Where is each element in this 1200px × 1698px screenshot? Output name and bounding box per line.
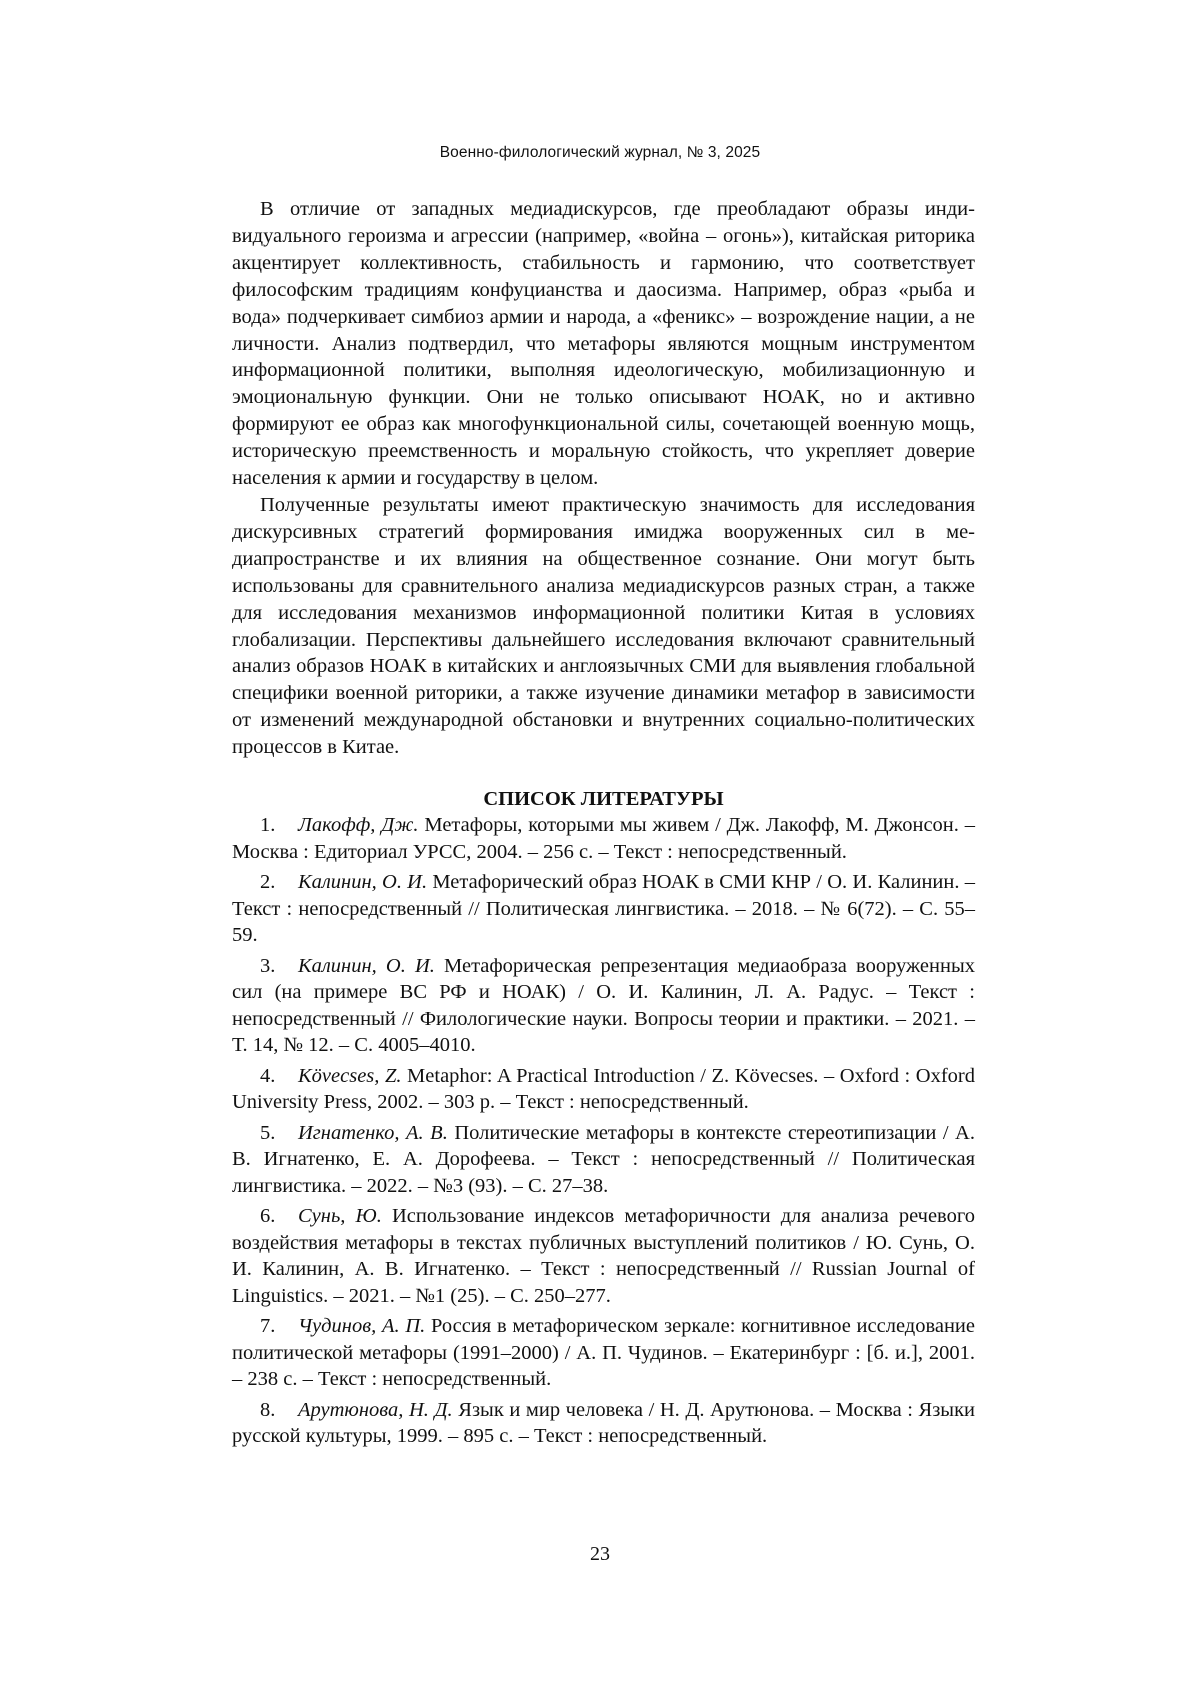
article-body <box>232 196 975 1454</box>
reference-author: Лакофф, Дж. <box>298 814 419 837</box>
reference-number: 3. <box>260 954 276 977</box>
reference-author: Калинин, О. И. <box>298 954 435 977</box>
reference-text: Метафорический образ НОАК в СМИ КНР / О. И. Калинин. – Текст : непосредственный // Политическая лингвистика. – 2018. – № 6(72). – С. 55–59. <box>232 871 975 947</box>
reference-author: Калинин, О. И. <box>298 871 428 894</box>
reference-author: Игнатенко, А. В. <box>298 1121 448 1144</box>
reference-item <box>232 953 975 1059</box>
body-paragraph: Полученные результаты имеют практическую значимость для исследования дискурсивных стратегий формирования имиджа вооруженных сил в медиапространстве и их влияния на общественное сознание. Они могут быть использованы для сравнительного анализа медиадискурсов разных стран, а также для исследования механизмов информационной политики Китая в условиях глобализации. Перспективы дальнейшего исследования включают сравнительный анализ образов НОАК в китайских и англоязычных СМИ для выявления глобальной специфики военной риторики, а также изучение динамики метафор в зависимости от изменений международной обстановки и внутренних социально-политических процессов в Китае. <box>232 493 975 759</box>
body-paragraph: В отличие от западных медиадискурсов, где преобладают образы индивидуального героизма и агрессии (например, «война – огонь»), китайская риторика акцентирует коллективность, стабильность и гармонию, что соответствует философским традициям конфуцианства и даосизма. Например, образ «рыба и вода» подчеркивает симбиоз армии и народа, а «феникс» – возрождение нации, а не личности. Анализ подтвердил, что метафоры являются мощным инструментом информационной политики, выполняя идеологическую, мобилизационную и эмоциональную функции. Они не только описывают НОАК, но и активно формируют ее образ как многофункциональной силы, сочетающей военную мощь, историческую преемственность и моральную стойкость, что укрепляет доверие населения к армии и государству в целом. <box>232 198 975 490</box>
reference-item <box>232 1063 975 1116</box>
reference-number: 2. <box>260 871 276 894</box>
reference-item <box>232 869 975 949</box>
reference-item <box>232 812 975 865</box>
reference-item <box>232 1203 975 1309</box>
reference-author: Сунь, Ю. <box>298 1205 382 1228</box>
reference-text: Политические метафоры в контексте стереотипизации / А. В. Игнатенко, Е. А. Дорофеева. – Текст : непосредственный // Политическая лингвистика. – 2022. – №3 (93). – С. 27–38. <box>232 1121 975 1197</box>
references-list <box>232 812 975 1450</box>
reference-author: Арутюнова, Н. Д. <box>298 1398 453 1421</box>
reference-text: Россия в метафорическом зеркале: когнитивное исследование политической метафоры (1991–2000) / А. П. Чудинов. – Екатеринбург : [б. и.], 2001. – 238 с. – Текст : непосредственный. <box>232 1315 975 1391</box>
reference-item <box>232 1120 975 1200</box>
reference-text: Metaphor: A Practical Introduction / Z. Kövecses. – Oxford : Oxford University Press, 2002. – 303 p. – Текст : непосредственный. <box>232 1064 975 1114</box>
reference-author: Чудинов, А. П. <box>298 1315 426 1338</box>
reference-item <box>232 1313 975 1393</box>
reference-number: 1. <box>260 814 276 837</box>
references-title: СПИСОК ЛИТЕРАТУРЫ <box>483 788 724 811</box>
page-number: 23 <box>590 1543 610 1565</box>
reference-text: Метафорическая репрезентация медиаобраза вооруженных сил (на примере ВС РФ и НОАК) / О. И. Калинин, Л. А. Радус. – Текст : непосредственный // Филологические науки. Вопросы теории и практики. – 2021. – Т. 14, № 12. – С. 4005–4010. <box>232 954 975 1057</box>
reference-text: Использование индексов метафоричности для анализа речевого воздействия метафоры в текстах публичных выступлений политиков / Ю. Сунь, О. И. Калинин, А. В. Игнатенко. – Текст : непосредственный // Russian Journal of Linguistics. – 2021. – №1 (25). – С. 250–277. <box>232 1205 975 1307</box>
reference-item <box>232 1397 975 1450</box>
reference-text: Метафоры, которыми мы живем / Дж. Лакофф, М. Джонсон. – Москва : Едиториал УРСС, 2004. – 256 с. – Текст : непосредственный. <box>232 814 975 863</box>
reference-number: 4. <box>260 1064 276 1087</box>
running-header: Военно-филологический журнал, № 3, 2025 <box>439 144 761 161</box>
reference-number: 8. <box>260 1398 276 1421</box>
reference-number: 7. <box>260 1315 276 1338</box>
reference-number: 6. <box>260 1205 276 1228</box>
reference-author: Kövecses, Z. <box>298 1064 402 1087</box>
reference-text: Язык и мир человека / Н. Д. Арутюнова. – Москва : Языки русской культуры, 1999. – 895 с. – Текст : непосредственный. <box>232 1398 976 1448</box>
reference-number: 5. <box>260 1121 276 1144</box>
